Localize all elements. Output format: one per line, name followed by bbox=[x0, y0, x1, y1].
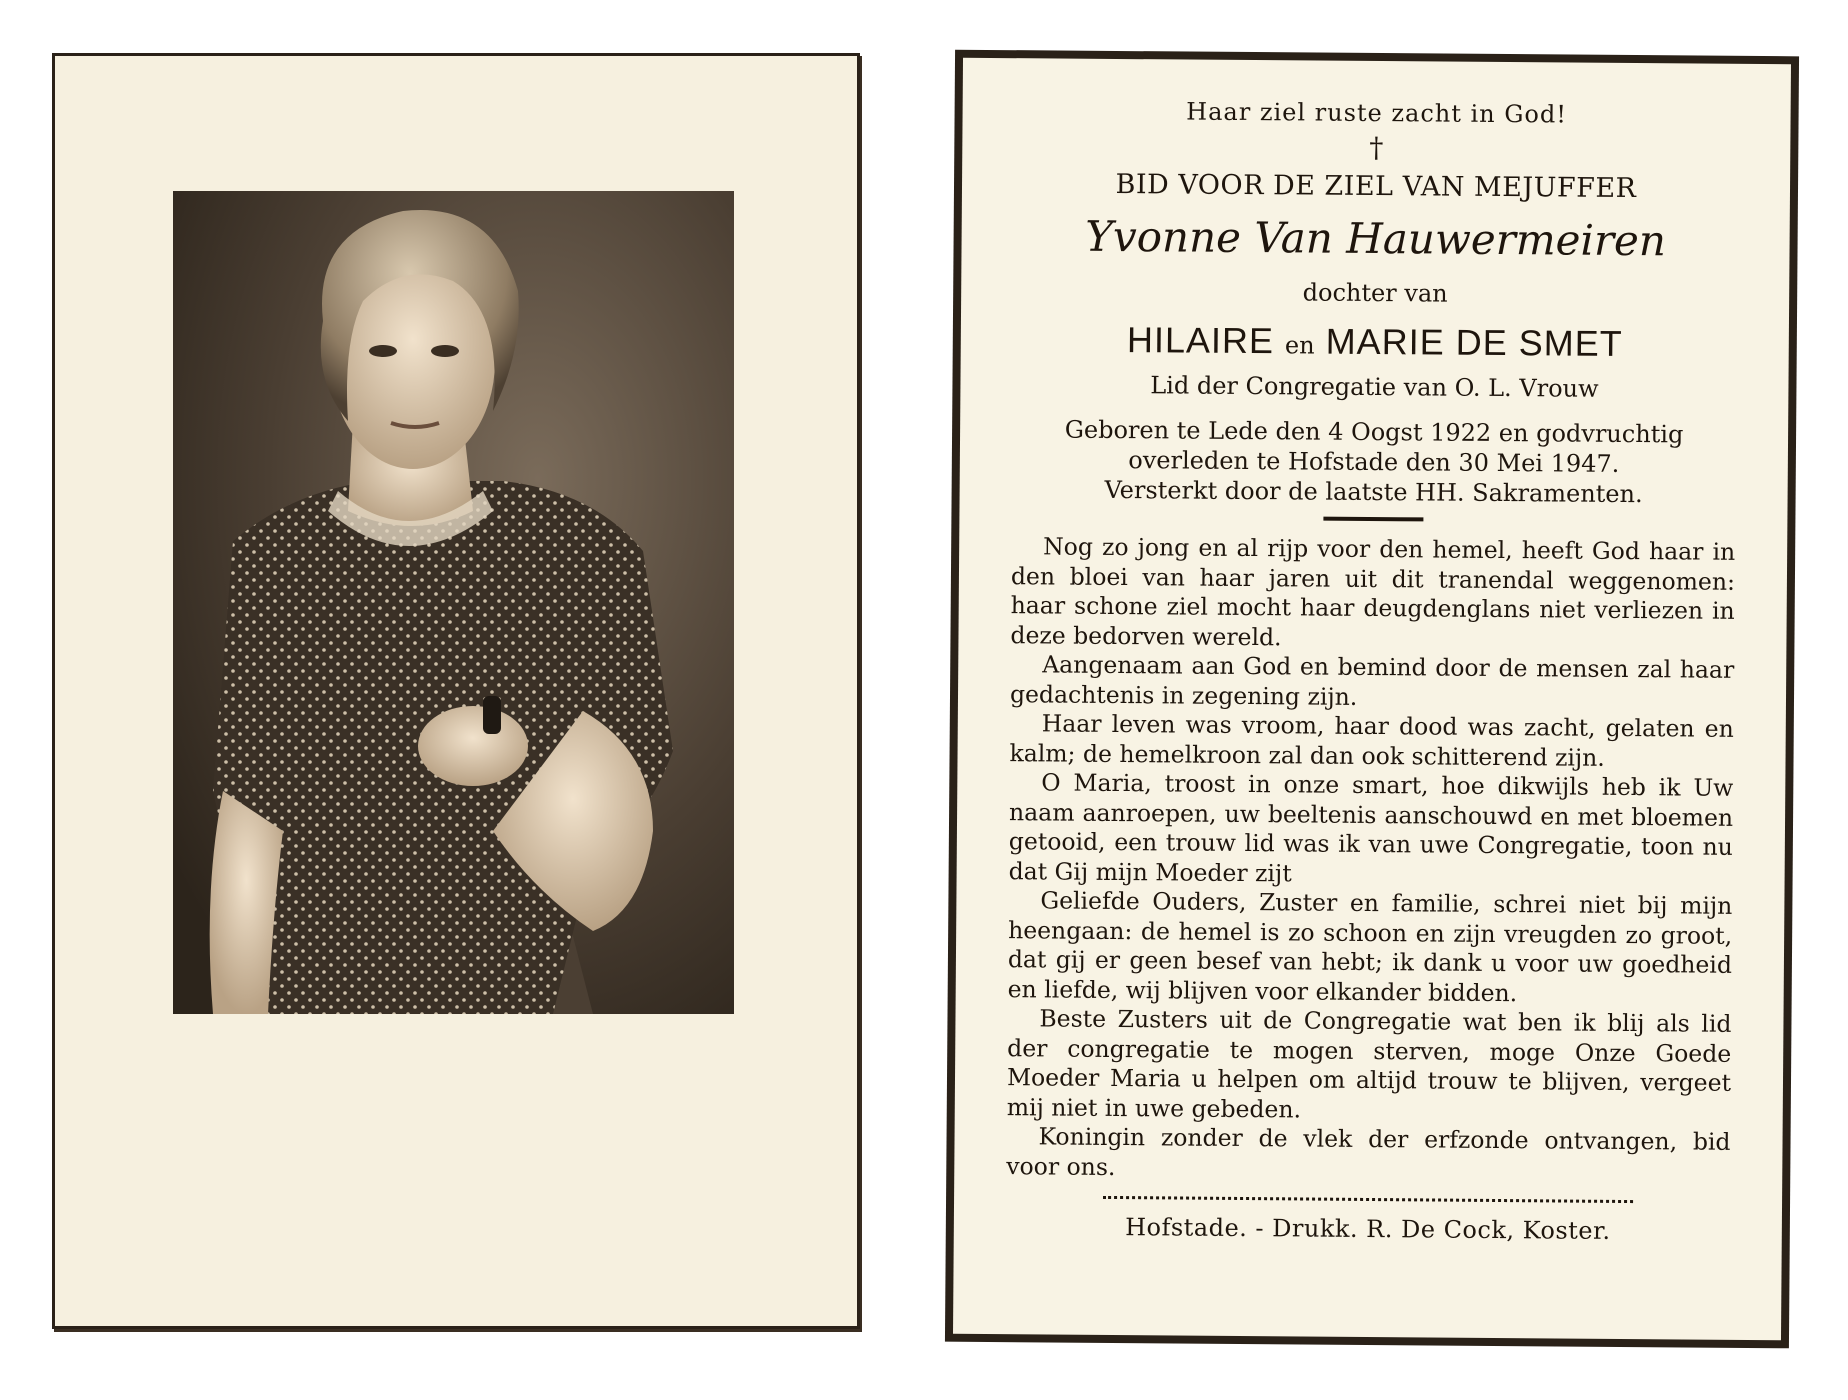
deceased-name: Yvonne Van Hauwermeiren bbox=[1085, 211, 1667, 266]
birth-death-details bbox=[1012, 414, 1737, 510]
poem-paragraph: O Maria, troost in onze smart, hoe dikwijls heb ik Uw naam aanroepen, uw beeltenis aanschouwd en met bloemen getooid, een trouw lid was ik van uwe Congregatie, toon nu dat Gij mijn Moeder zijt bbox=[1008, 768, 1734, 887]
memorial-card bbox=[945, 50, 1799, 1349]
poem-paragraph: Nog zo jong en al rijp voor den hemel, heeft God haar in den bloei van haar jaren uit dit tranendal weggenomen: haar schone ziel mocht haar deugdenglans niet verliezen in deze bedorven wereld. bbox=[1010, 532, 1736, 651]
motto: Haar ziel ruste zacht in God! bbox=[1186, 97, 1568, 129]
poem-paragraph: Haar leven was vroom, haar dood was zacht, gelaten en kalm; de hemelkroon zal dan ook schitterend zijn. bbox=[1009, 709, 1734, 772]
memorial-poem bbox=[1006, 532, 1735, 1187]
mother-name: MARIE DE SMET bbox=[1325, 320, 1623, 364]
prayer-heading: BID VOOR DE ZIEL VAN MEJUFFER bbox=[1115, 168, 1637, 205]
membership: Lid der Congregatie van O. L. Vrouw bbox=[1150, 371, 1599, 403]
birth-death-line: overleden te Hofstade den 30 Mei 1947. bbox=[1128, 446, 1620, 478]
parents-conjunction: en bbox=[1284, 331, 1315, 360]
birth-death-line: Versterkt door de laatste HH. Sakramenten. bbox=[1104, 475, 1643, 509]
poem-paragraph: Aangenaam aan God en bemind door de mensen zal haar gedachtenis in zegening zijn. bbox=[1009, 650, 1735, 711]
father-name: HILAIRE bbox=[1126, 319, 1275, 362]
portrait-image bbox=[173, 191, 734, 1014]
memorial-text bbox=[953, 58, 1791, 1340]
portrait-photo bbox=[173, 191, 734, 1014]
printer-credit: Hofstade. - Drukk. R. De Cock, Koster. bbox=[1125, 1213, 1611, 1245]
dotted-divider bbox=[1103, 1196, 1633, 1203]
cross-icon: † bbox=[1369, 130, 1384, 165]
parents bbox=[1013, 318, 1737, 366]
poem-paragraph: Beste Zusters uit de Congregatie wat ben ik blij als lid der congregatie te mogen sterven, moge Onze Goede Moeder Maria u helpen om altijd trouw te blijven, vergeet mij niet in uwe gebeden. bbox=[1006, 1004, 1732, 1123]
poem-paragraph: Geliefde Ouders, Zuster en familie, schrei niet bij mijn heengaan: de hemel is zo schoon en zijn vreugden zo groot, dat gij er geen besef van hebt; ik dank u voor uw goedheid en liefde, wij blijven voor elkander bidden. bbox=[1007, 886, 1733, 1007]
photo-card bbox=[52, 53, 860, 1329]
birth-death-line: Geboren te Lede den 4 Oogst 1922 en godvruchtig bbox=[1064, 415, 1684, 449]
poem-paragraph: Koningin zonder de vlek der erfzonde ontvangen, bid voor ons. bbox=[1006, 1122, 1731, 1181]
relation: dochter van bbox=[1302, 278, 1448, 308]
divider bbox=[1323, 517, 1423, 522]
